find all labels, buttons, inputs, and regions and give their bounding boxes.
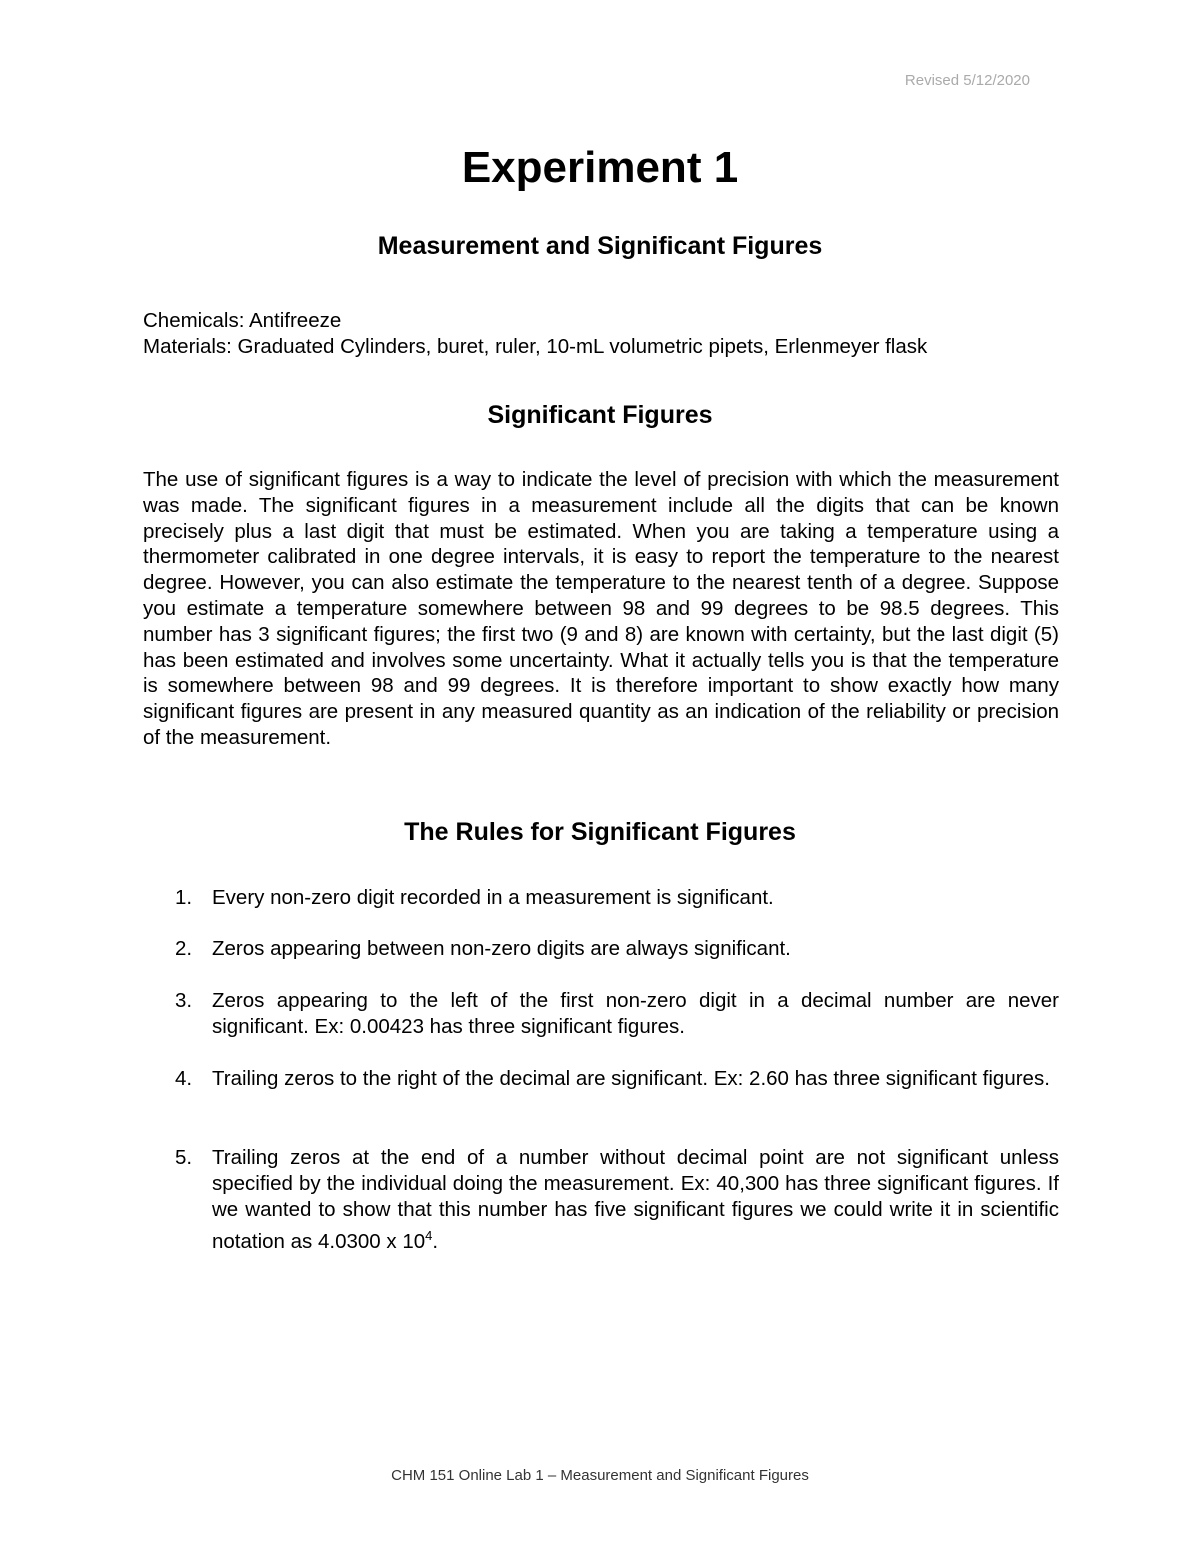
rule-number: 5.: [175, 1146, 193, 1169]
rule-item: [175, 936, 1059, 962]
rule-item: [175, 988, 1059, 1040]
rule-text-block: [212, 1145, 1059, 1255]
rule-text: Zeros appearing to the left of the first non-zero digit in a decimal number are never significant. Ex: 0.00423 has three significant figures.: [212, 989, 1059, 1038]
rule-number: 3.: [175, 989, 193, 1012]
rule-text: Every non-zero digit recorded in a measurement is significant.: [212, 886, 774, 909]
rule-text-tail: .: [432, 1229, 439, 1253]
chemicals-line: Chemicals: Antifreeze: [143, 309, 342, 332]
rule-number: 2.: [175, 937, 193, 960]
rule-text: Trailing zeros at the end of a number without decimal point are not significant unless specified by the individual doing the measurement. Ex: 40,300 has three significant figures. If we wanted to show that this number has five significant figures we could write it in scientific notation as 4.0300 x 10: [212, 1146, 1059, 1253]
rule-item: [175, 1145, 1059, 1255]
revision-date: Revised 5/12/2020: [904, 72, 1030, 89]
page-footer: CHM 151 Online Lab 1 – Measurement and Significant Figures: [391, 1467, 809, 1484]
rule-number: 4.: [175, 1067, 193, 1090]
lab-metadata: [143, 308, 1063, 360]
rule-text: Zeros appearing between non-zero digits are always significant.: [212, 937, 791, 960]
page-title: Experiment 1: [461, 143, 739, 192]
section-heading-significant-figures: Significant Figures: [487, 401, 713, 429]
significant-figures-paragraph: The use of significant figures is a way to indicate the level of precision with which the measurement was made. The significant figures in a measurement include all the digits that can be known precisely plus a last digit that must be estimated. When you are taking a temperature using a thermometer calibrated in one degree intervals, it is easy to report the temperature to the nearest degree. However, you can also estimate the temperature to the nearest tenth of a degree. Suppose you estimate a temperature somewhere between 98 and 99 degrees to be 98.5 degrees. This number has 3 significant figures; the first two (9 and 8) are known with certainty, but the last digit (5) has been estimated and involves some uncertainty. What it actually tells you is that the temperature is somewhere between 98 and 99 degrees. It is therefore important to show exactly how many significant figures are present in any measured quantity as an indication of the reliability or precision of the measurement.: [143, 468, 1059, 749]
section-heading-rules: The Rules for Significant Figures: [404, 818, 796, 846]
rule-number: 1.: [175, 886, 193, 909]
rule-text: Trailing zeros to the right of the decimal are significant. Ex: 2.60 has three significant figures.: [212, 1067, 1050, 1090]
rule-item: [175, 885, 1059, 911]
materials-line: Materials: Graduated Cylinders, buret, ruler, 10-mL volumetric pipets, Erlenmeyer flask: [143, 335, 928, 358]
rule-item: [175, 1066, 1059, 1092]
page-subtitle: Measurement and Significant Figures: [377, 232, 823, 260]
exponent: 4: [425, 1228, 433, 1243]
